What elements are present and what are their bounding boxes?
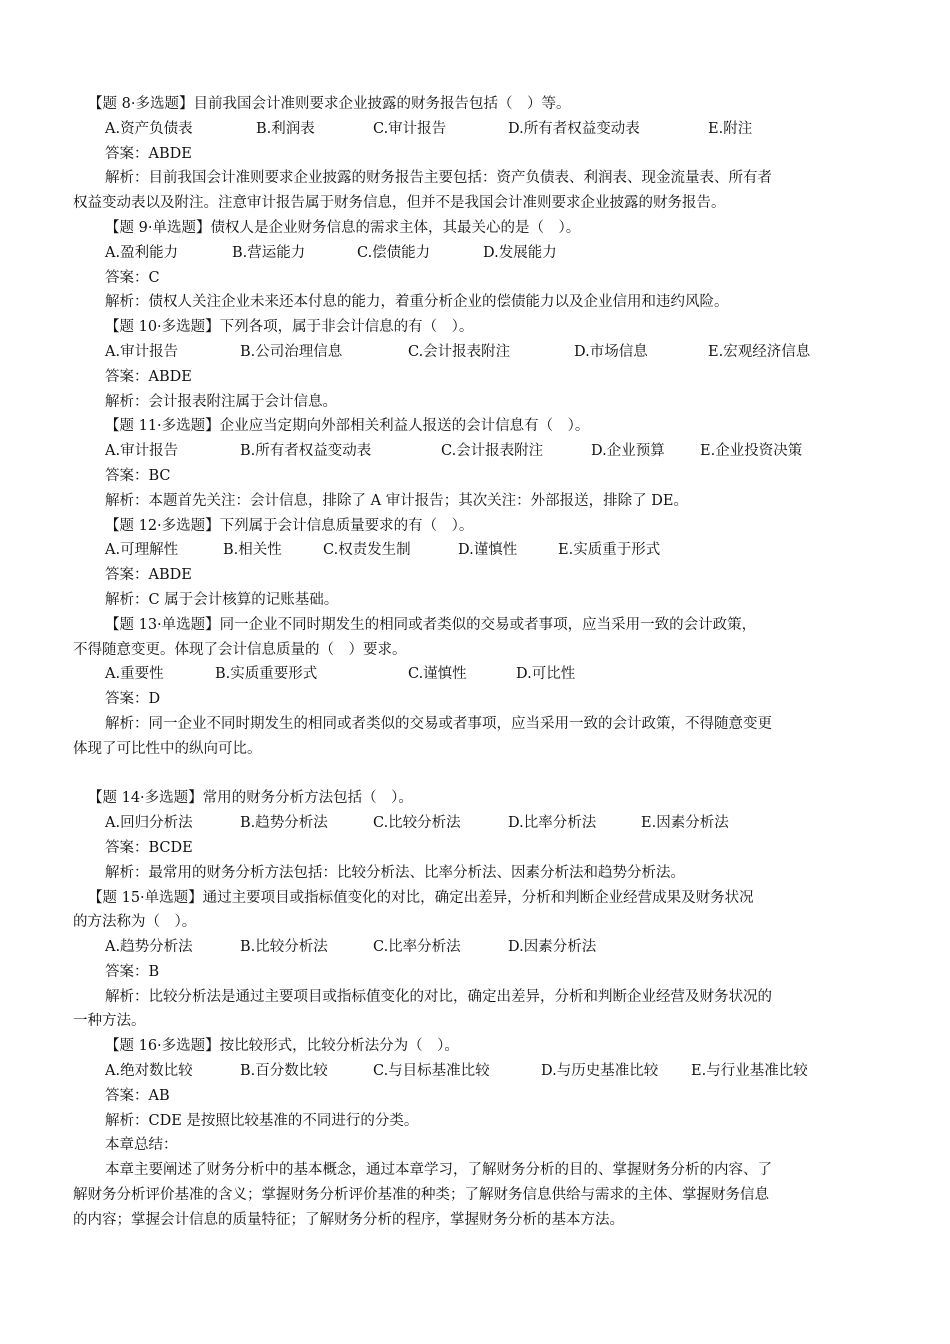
option-e: E.实质重于形式 <box>558 542 661 559</box>
summary-heading: 本章总结： <box>105 1137 178 1154</box>
summary-line-2: 解财务分析评价基准的含义；掌握财务分析评价基准的种类；了解财务信息供给与需求的主体、掌握财务信息 <box>73 1187 769 1204</box>
option-c: C.偿债能力 <box>357 244 431 261</box>
spacer <box>0 762 950 787</box>
question-9-title: 【题 9·单选题】债权人是企业财务信息的需求主体，其最关心的是（ ）。 <box>105 219 581 236</box>
question-15-answer: 答案：B <box>105 963 160 980</box>
option-a: A.盈利能力 <box>105 244 179 261</box>
question-11-answer: 答案：BC <box>105 467 171 484</box>
option-c: C.审计报告 <box>373 120 447 137</box>
option-e: E.与行业基准比较 <box>691 1063 808 1080</box>
question-12-title: 【题 12·多选题】下列属于会计信息质量要求的有（ ）。 <box>105 517 474 534</box>
option-a: A.资产负债表 <box>105 120 193 137</box>
option-c: C.会计报表附注 <box>441 443 544 460</box>
summary-line-3: 的内容；掌握会计信息的质量特征；了解财务分析的程序，掌握财务分析的基本方法。 <box>73 1211 624 1228</box>
option-d: D.企业预算 <box>591 443 665 460</box>
question-14-title: 【题 14·多选题】常用的财务分析方法包括（ ）。 <box>88 790 413 807</box>
question-16-title: 【题 16·多选题】按比较形式，比较分析法分为（ ）。 <box>105 1038 459 1055</box>
option-b: B.比较分析法 <box>240 939 328 956</box>
question-9-options <box>0 241 950 266</box>
option-d: D.所有者权益变动表 <box>508 120 640 137</box>
option-b: B.公司治理信息 <box>240 343 343 360</box>
option-b: B.相关性 <box>223 542 282 559</box>
question-8-analysis-line-1: 解析：目前我国会计准则要求企业披露的财务报告主要包括：资产负债表、利润表、现金流量表、所有者 <box>105 170 772 187</box>
question-16-analysis: 解析：CDE 是按照比较基准的不同进行的分类。 <box>105 1112 419 1129</box>
question-14-answer: 答案：BCDE <box>105 839 193 856</box>
question-12-answer: 答案：ABDE <box>105 567 192 584</box>
question-10-answer: 答案：ABDE <box>105 368 192 385</box>
question-16-answer: 答案：AB <box>105 1087 170 1104</box>
option-a: A.可理解性 <box>105 542 179 559</box>
option-a: A.审计报告 <box>105 443 179 460</box>
option-e: E.宏观经济信息 <box>708 343 811 360</box>
option-a: A.趋势分析法 <box>105 939 193 956</box>
question-10-options <box>0 340 950 365</box>
question-13-title-line-1: 【题 13·单选题】同一企业不同时期发生的相同或者类似的交易或者事项，应当采用一致的会计政策， <box>105 616 757 633</box>
option-a: A.回归分析法 <box>105 815 193 832</box>
option-b: B.营运能力 <box>232 244 306 261</box>
question-15-analysis-line-2: 一种方法。 <box>73 1013 146 1030</box>
question-11-options <box>0 439 950 464</box>
option-b: B.趋势分析法 <box>240 815 328 832</box>
option-d: D.谨慎性 <box>458 542 518 559</box>
option-b: B.实质重要形式 <box>215 666 318 683</box>
option-d: D.发展能力 <box>483 244 557 261</box>
question-12-analysis: 解析：C 属于会计核算的记账基础。 <box>105 591 339 608</box>
option-d: D.与历史基准比较 <box>541 1063 659 1080</box>
question-9-analysis: 解析：债权人关注企业未来还本付息的能力，着重分析企业的偿债能力以及企业信用和违约风险。 <box>105 294 729 311</box>
question-16-options <box>0 1059 950 1084</box>
question-10-analysis: 解析：会计报表附注属于会计信息。 <box>105 393 337 410</box>
option-b: B.所有者权益变动表 <box>240 443 372 460</box>
option-c: C.权责发生制 <box>323 542 411 559</box>
question-8-analysis-line-2: 权益变动表以及附注。注意审计报告属于财务信息，但并不是我国会计准则要求企业披露的财务报告。 <box>73 195 726 212</box>
question-13-analysis-line-1: 解析：同一企业不同时期发生的相同或者类似的交易或者事项，应当采用一致的会计政策，不得随意变更 <box>105 715 772 732</box>
option-d: D.比率分析法 <box>508 815 597 832</box>
option-b: B.利润表 <box>256 120 315 137</box>
question-14-analysis: 解析：最常用的财务分析方法包括：比较分析法、比率分析法、因素分析法和趋势分析法。 <box>105 864 685 881</box>
question-13-analysis-line-2: 体现了可比性中的纵向可比。 <box>73 740 262 757</box>
question-8-title: 【题 8·多选题】目前我国会计准则要求企业披露的财务报告包括（ ）等。 <box>88 96 571 112</box>
option-a: A.重要性 <box>105 666 164 683</box>
option-d: D.可比性 <box>516 666 576 683</box>
question-15-options <box>0 935 950 960</box>
option-e: E.附注 <box>708 120 753 137</box>
question-12-options <box>0 538 950 563</box>
question-8-options <box>0 117 950 142</box>
option-c: C.比率分析法 <box>373 939 461 956</box>
question-8-answer: 答案：ABDE <box>105 145 192 162</box>
question-14-options <box>0 811 950 836</box>
question-11-title: 【题 11·多选题】企业应当定期向外部相关利益人报送的会计信息有（ ）。 <box>105 418 590 435</box>
question-13-title-line-2: 不得随意变更。体现了会计信息质量的（ ）要求。 <box>73 641 407 658</box>
option-a: A.绝对数比较 <box>105 1063 193 1080</box>
question-13-options <box>0 662 950 687</box>
question-11-analysis: 解析：本题首先关注：会计信息，排除了 A 审计报告；其次关注：外部报送，排除了 DE。 <box>105 492 689 509</box>
question-10-title: 【题 10·多选题】下列各项，属于非会计信息的有（ ）。 <box>105 319 474 336</box>
question-15-analysis-line-1: 解析：比较分析法是通过主要项目或指标值变化的对比，确定出差异，分析和判断企业经营及财务状况的 <box>105 988 772 1005</box>
option-a: A.审计报告 <box>105 343 179 360</box>
question-15-title-line-1: 【题 15·单选题】通过主要项目或指标值变化的对比，确定出差异，分析和判断企业经营成果及财务状况 <box>88 889 754 906</box>
option-c: C.会计报表附注 <box>408 343 511 360</box>
option-d: D.市场信息 <box>574 343 648 360</box>
option-c: C.谨慎性 <box>408 666 467 683</box>
option-c: C.比较分析法 <box>373 815 461 832</box>
document-page <box>0 92 950 1233</box>
option-b: B.百分数比较 <box>240 1063 328 1080</box>
option-e: E.企业投资决策 <box>700 443 803 460</box>
question-9-answer: 答案：C <box>105 269 160 286</box>
question-13-answer: 答案：D <box>105 691 161 708</box>
option-e: E.因素分析法 <box>641 815 729 832</box>
option-c: C.与目标基准比较 <box>373 1063 490 1080</box>
option-d: D.因素分析法 <box>508 939 597 956</box>
question-15-title-line-2: 的方法称为（ ）。 <box>73 914 197 931</box>
summary-line-1: 本章主要阐述了财务分析中的基本概念，通过本章学习，了解财务分析的目的、掌握财务分析的内容、了 <box>105 1162 772 1179</box>
